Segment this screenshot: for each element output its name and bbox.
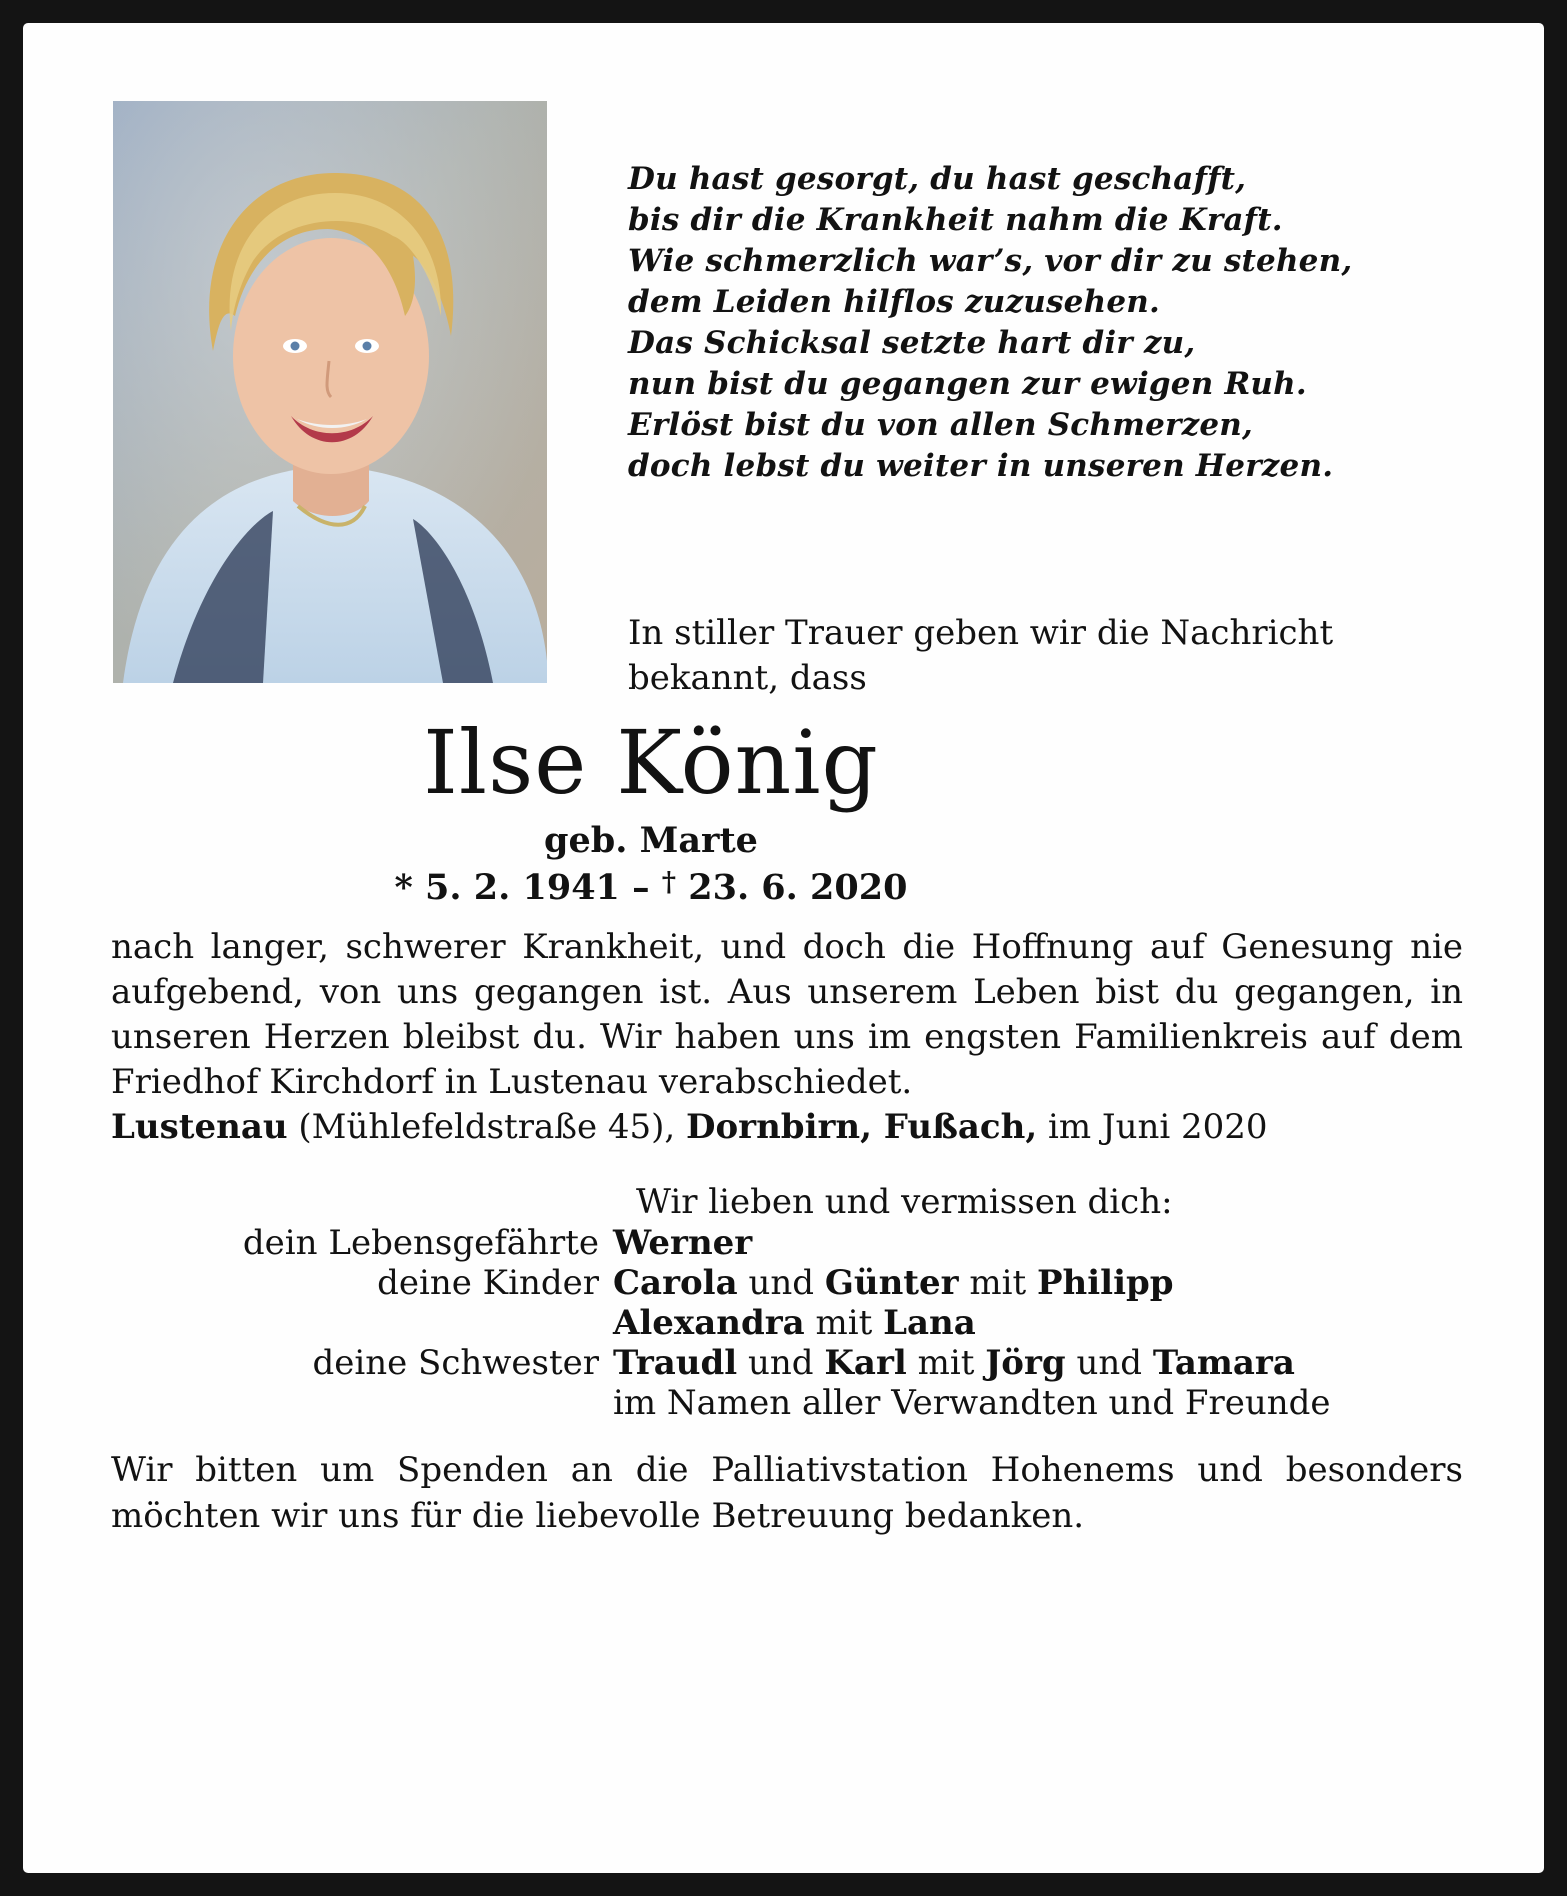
deceased-name: Ilse König (423, 711, 879, 814)
row-label (111, 1303, 599, 1343)
location-name: Lustenau (111, 1107, 288, 1147)
portrait-photo-graphic (113, 101, 547, 683)
farewell-intro: Wir lieben und vermissen dich: (636, 1182, 1173, 1222)
poem-line: Wie schmerzlich war’s, vor dir zu stehen, (628, 243, 1353, 279)
poem-line: Du hast gesorgt, du hast geschafft, (628, 161, 1247, 197)
poem-line: doch lebst du weiter in unseren Herzen. (628, 448, 1334, 484)
portrait-photo (113, 101, 547, 683)
family-names (599, 1263, 1174, 1303)
connector-text: und (737, 1263, 825, 1303)
location-names: Dornbirn, Fußach, (686, 1107, 1038, 1147)
family-names (599, 1343, 1295, 1383)
obituary-paragraph: nach langer, schwerer Krankheit, und doch die Hoffnung auf Genesung nie aufgebend, von uns gegangen ist. Aus unserem Leben bist du gegangen, in unseren Herzen bleibst du. Wir haben uns im engsten Familienkreis auf dem Friedhof Kirchdorf in Lustenau verabschiedet. (111, 927, 1463, 1102)
connector-text: mit (958, 1263, 1037, 1303)
family-row-sister (111, 1343, 1463, 1383)
poem-line: Das Schicksal setzte hart dir zu, (628, 325, 1196, 361)
family-name: Jörg (985, 1343, 1066, 1383)
family-name: Carola (613, 1263, 738, 1303)
closing-line: im Namen aller Verwandten und Freunde (613, 1383, 1331, 1423)
announcement-text (628, 611, 1333, 701)
maiden-name: geb. Marte (544, 820, 758, 861)
death-date: 23. 6. 2020 (676, 867, 908, 909)
location-month: im Juni 2020 (1037, 1107, 1268, 1147)
poem-line: bis dir die Krankheit nahm die Kraft. (628, 202, 1283, 238)
row-label: dein Lebensgefährte (242, 1223, 599, 1263)
connector-text: mit (804, 1303, 884, 1343)
connector-text: und (1065, 1343, 1153, 1383)
family-row-partner (111, 1223, 1463, 1263)
life-dates (111, 861, 1191, 909)
location-date-line (111, 1105, 1268, 1150)
family-table (111, 1223, 1463, 1423)
announcement-line: In stiller Trauer geben wir die Nachricht (628, 613, 1334, 653)
row-label: deine Kinder (377, 1263, 599, 1303)
family-name: Tamara (1152, 1343, 1295, 1383)
dagger-icon: † (661, 866, 677, 898)
connector-text: mit (906, 1343, 986, 1383)
family-name: Lana (883, 1303, 976, 1343)
announcement-line: bekannt, dass (628, 658, 867, 698)
family-row-closing (111, 1383, 1463, 1423)
connector-text: und (737, 1343, 825, 1383)
family-row-children2 (111, 1303, 1463, 1343)
poem-line: nun bist du gegangen zur ewigen Ruh. (628, 366, 1307, 402)
memorial-poem (628, 159, 1352, 487)
poem-line: dem Leiden hilflos zuzusehen. (628, 284, 1160, 320)
poem-line: Erlöst bist du von allen Schmerzen, (628, 407, 1254, 443)
deceased-name-block (111, 713, 1191, 909)
family-name: Günter (824, 1263, 959, 1303)
row-label: deine Schwester (312, 1343, 599, 1383)
family-name: Karl (824, 1343, 907, 1383)
row-label (111, 1383, 599, 1423)
obituary-sheet (23, 23, 1544, 1873)
location-address: (Mühlefeldstraße 45), (287, 1107, 687, 1147)
family-name: Traudl (613, 1343, 738, 1383)
family-names: Werner (613, 1223, 753, 1263)
family-name: Philipp (1036, 1263, 1174, 1303)
family-row-children (111, 1263, 1463, 1303)
donation-paragraph: Wir bitten um Spenden an die Palliativstation Hohenems und besonders möchten wir uns für die liebevolle Betreuung bedanken. (111, 1450, 1463, 1536)
birth-date: * 5. 2. 1941 – (394, 867, 662, 909)
family-names (599, 1303, 976, 1343)
family-name: Alexandra (613, 1303, 805, 1343)
